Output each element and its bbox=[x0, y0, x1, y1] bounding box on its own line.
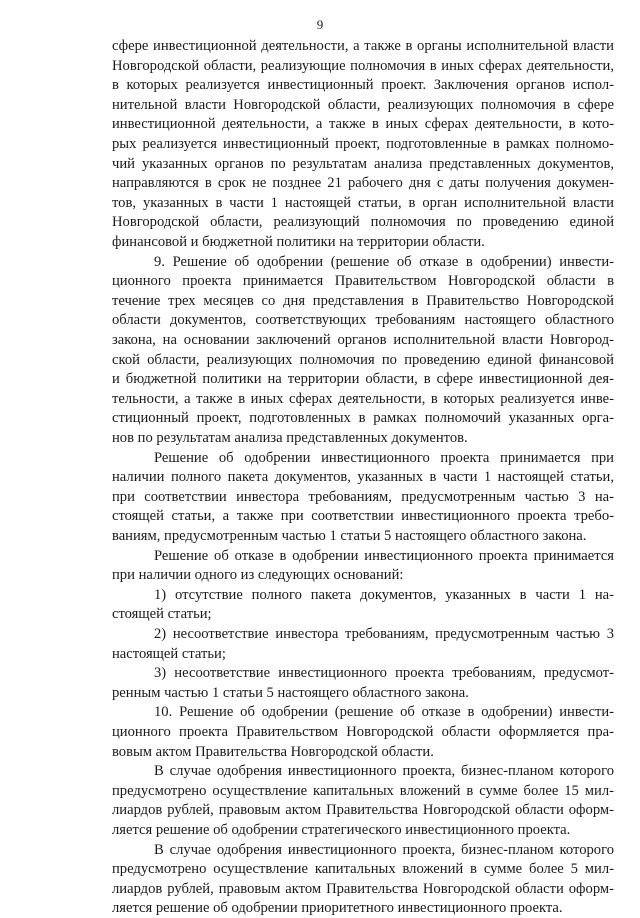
text-line: предусмотрено осуществление капитальных вложений в сумме более 5 мил- bbox=[112, 861, 614, 878]
text-line: ляется решение об одобрении приоритетного инвестиционного проекта. bbox=[112, 900, 563, 917]
text-line: ционного проекта Правительством Новгородской области оформляется пра- bbox=[112, 724, 614, 740]
text-line: сфере инвестиционной деятельности, а также в органы исполнительной власти bbox=[112, 38, 614, 54]
text-line: 1) отсутствие полного пакета документов, указанных в части 1 на- bbox=[154, 586, 614, 603]
text-line: тельности, а также в иных сферах деятельности, в которых реализуется инве- bbox=[112, 390, 614, 407]
text-line: лиардов рублей, правовым актом Правительства Новгородской области оформ- bbox=[112, 802, 614, 819]
page-number: 9 bbox=[316, 17, 324, 32]
text-line: настоящей статьи; bbox=[112, 645, 226, 662]
text-line: течение трех месяцев со дня представления в Правительство Новгородской bbox=[112, 292, 614, 309]
text-line: Решение об отказе в одобрении инвестиционного проекта принимается bbox=[154, 547, 614, 564]
text-line: в которых реализуется инвестиционный проект. Заключения органов испол- bbox=[112, 77, 614, 94]
text-line: инвестиционной деятельности, а также в иных сферах деятельности, в кото- bbox=[112, 116, 614, 133]
text-line: ционного проекта принимается Правительством Новгородской области в bbox=[112, 273, 614, 290]
text-line: стиционный проект, подготовленных в рамках полномочий указанных орга- bbox=[112, 410, 614, 427]
text-line: тов, указанных в части 1 настоящей статьи, в орган исполнительной власти bbox=[112, 194, 614, 211]
text-line: Новгородской области, реализующий полномочия по проведению единой bbox=[112, 214, 614, 231]
text-line: 3) несоответствие инвестиционного проекта требованиям, предусмот- bbox=[154, 665, 614, 682]
text-line: области документов, соответствующих требованиям настоящего областного bbox=[112, 312, 614, 329]
text-line: Решение об одобрении инвестиционного проекта принимается при bbox=[154, 449, 614, 466]
text-line: нительной власти Новгородской области, реализующих полномочия в сфере bbox=[112, 96, 614, 113]
text-line: нов по результатам анализа представленных документов. bbox=[112, 430, 468, 446]
text-line: ваниям, предусмотренным частью 1 статьи 5 настоящего областного закона. bbox=[112, 528, 587, 544]
text-line: наличии полного пакета документов, указанных в части 1 настоящей статьи, bbox=[112, 469, 614, 486]
text-line: стоящей статьи, а также при соответствии инвестиционного проекта требо- bbox=[112, 508, 614, 525]
text-line: ляется решение об одобрении стратегического инвестиционного проекта. bbox=[112, 822, 571, 838]
text-line: 9. Решение об одобрении (решение об отказе в одобрении) инвести- bbox=[154, 253, 614, 270]
text-line: стоящей статьи; bbox=[112, 606, 212, 623]
text-line: финансовой и бюджетной политики на территории области. bbox=[112, 234, 485, 250]
text-line: В случае одобрения инвестиционного проекта, бизнес-планом которого bbox=[154, 841, 614, 858]
text-line: 10. Решение об одобрении (решение об отказе в одобрении) инвести- bbox=[154, 704, 614, 721]
text-line: В случае одобрения инвестиционного проекта, бизнес-планом которого bbox=[154, 763, 614, 780]
text-line: предусмотрено осуществление капитальных вложений в сумме более 15 мил- bbox=[112, 782, 614, 799]
text-line: чий указанных органов по результатам анализа представленных документов, bbox=[112, 155, 614, 172]
text-line: при соответствии инвестора требованиям, предусмотренным частью 3 на- bbox=[112, 488, 614, 505]
text-line: вовым актом Правительства Новгородской области. bbox=[112, 743, 434, 760]
text-line: лиардов рублей, правовым актом Правительства Новгородской области оформ- bbox=[112, 880, 614, 897]
text-line: и бюджетной политики на территории области, в сфере инвестиционной дея- bbox=[112, 371, 614, 388]
text-line: направляются в срок не позднее 21 рабочего дня с даты получения докумен- bbox=[112, 175, 614, 192]
text-line: ской области, реализующих полномочия по проведению единой финансовой bbox=[112, 351, 614, 368]
text-line: закона, на основании заключений органов исполнительной власти Новгород- bbox=[112, 332, 614, 348]
text-line: ренным частью 1 статьи 5 настоящего областного закона. bbox=[112, 684, 469, 701]
text-line: рых реализуется инвестиционный проект, подготовленные в рамках полномо- bbox=[112, 136, 614, 152]
text-line: Новгородской области, реализующие полномочия в иных сферах деятельности, bbox=[112, 57, 614, 74]
text-line: при наличии одного из следующих оснований: bbox=[112, 567, 404, 584]
text-line: 2) несоответствие инвестора требованиям, предусмотренным частью 3 bbox=[154, 626, 614, 642]
